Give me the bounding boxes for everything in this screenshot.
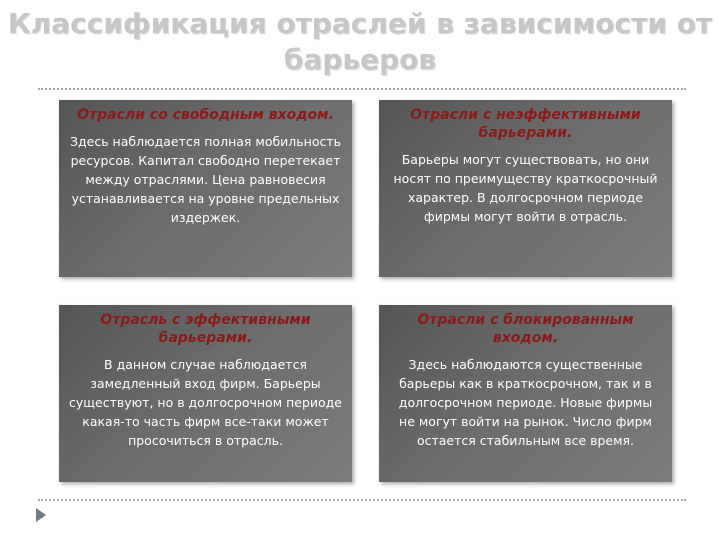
card-text: Здесь наблюдается полная мобильность ресурсов. Капитал свободно перетекает между отраслями. Цена равновесия устанавливается на уровне предельных издержек. [70,134,341,225]
card-blocked-entry [379,305,672,482]
card-title: Отрасль с эффективными барьерами. [100,312,311,346]
card-title: Отрасли со свободным входом. [77,107,334,123]
card-text: Барьеры могут существовать, но они носят по преимуществу краткосрочный характер. В долгосрочном периоде фирмы могут войти в отрасль. [393,152,658,224]
bullet-arrow-icon [36,508,46,522]
card-title: Отрасли с блокированным входом. [417,312,634,346]
card-ineffective-barriers [379,100,672,277]
top-divider [38,88,686,90]
bottom-divider [38,499,686,501]
card-title: Отрасли с неэффективными барьерами. [410,107,641,141]
card-text: Здесь наблюдаются существенные барьеры как в краткосрочном, так и в долгосрочном периоде. Новые фирмы не могут войти на рынок. Число фирм остается стабильным все время. [398,357,653,448]
card-effective-barriers [59,305,352,482]
card-free-entry [59,100,352,277]
card-text: В данном случае наблюдается замедленный вход фирм. Барьеры существуют, но в долгосрочном периоде какая-то часть фирм все-таки может просочиться в отрасль. [69,357,342,448]
slide-title: Классификация отраслей в зависимости от барьеров [7,7,713,76]
